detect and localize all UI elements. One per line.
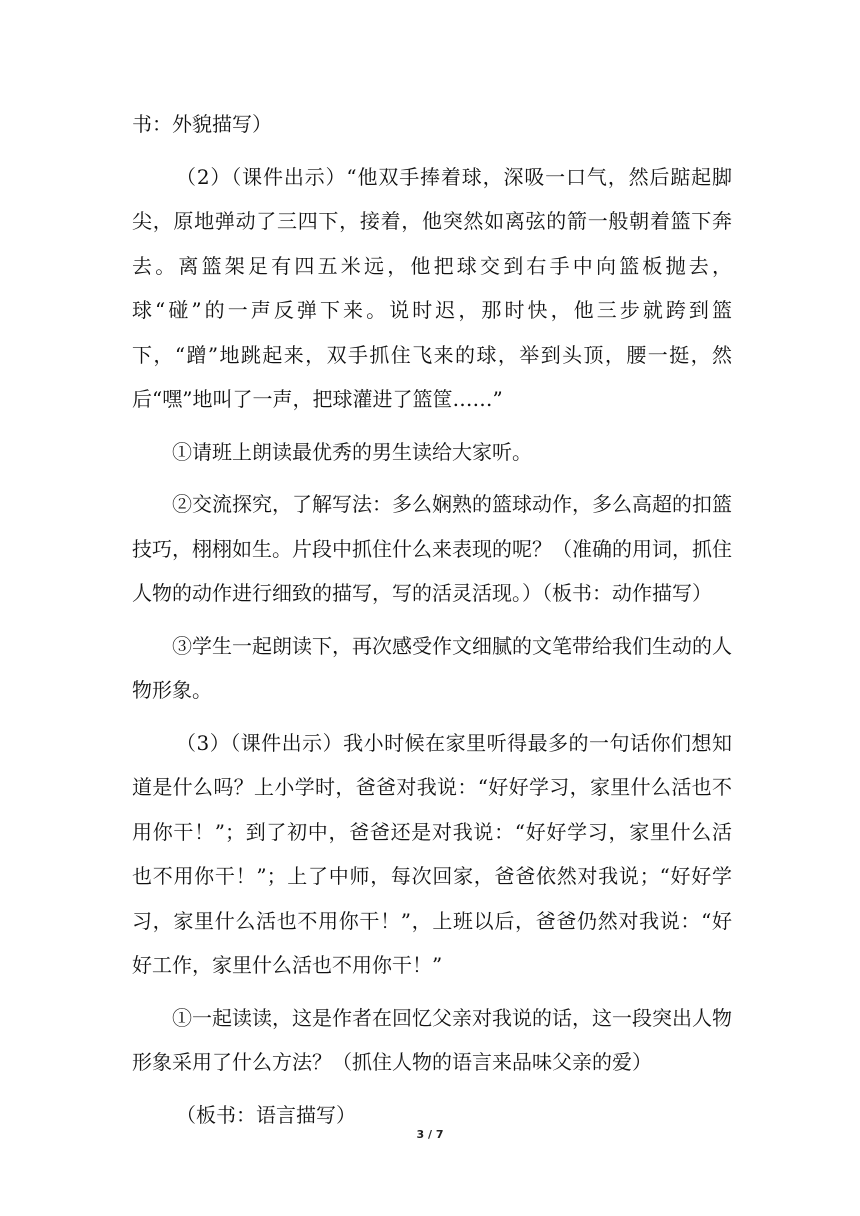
paragraph-step-method: ①一起读读，这是作者在回忆父亲对我说的话，这一段突出人物形象采用了什么方法？（抓住人物的语言来品味父亲的爱） [132,1005,732,1074]
page-number: 3 / 7 [416,1128,444,1141]
paragraph-board-appearance: 书：外貌描写） [132,112,272,136]
document-body [132,102,732,1137]
paragraph-step-read-aloud: ①请班上朗读最优秀的男生读给大家听。 [172,439,532,464]
paragraph-step-discuss: ②交流探究，了解写法：多么娴熟的篮球动作，多么高超的扣篮技巧，栩栩如生。片段中抓住什么来表现的呢？（准确的用词，抓住人物的动作进行细致的描写，写的活灵活现。）（板书：动作描写） [132,492,732,605]
paragraph-board-language: （板书：语言描写） [176,1102,356,1127]
paragraph-step-read-together: ③学生一起朗读下，再次感受作文细腻的文笔带给我们生动的人物形象。 [132,633,732,702]
paragraph-example-3: （3）（课件出示）我小时候在家里听得最多的一句话你们想知道是什么吗？上小学时，爸爸对我说：“好好学习，家里什么活也不用你干！”；到了初中，爸爸还是对我说：“好好学习，家里什么活也不用你干！”；上了中师，每次回家，爸爸依然对我说；“好好学习，家里什么活也不用你干！”，上班以后，爸爸仍然对我说：“好好工作，家里什么活也不用你干！” [132,730,732,977]
paragraph-example-2: （2）（课件出示）“他双手捧着球，深吸一口气，然后踮起脚尖，原地弹动了三四下，接着，他突然如离弦的箭一般朝着篮下奔去。离篮架足有四五米远，他把球交到右手中向篮板抛去，球“碰”的一声反弹下来。说时迟，那时快，他三步就跨到篮下，“蹭”地跳起来，双手抓住飞来的球，举到头顶，腰一挺，然后“嘿”地叫了一声，把球灌进了篮筐……” [132,164,732,411]
